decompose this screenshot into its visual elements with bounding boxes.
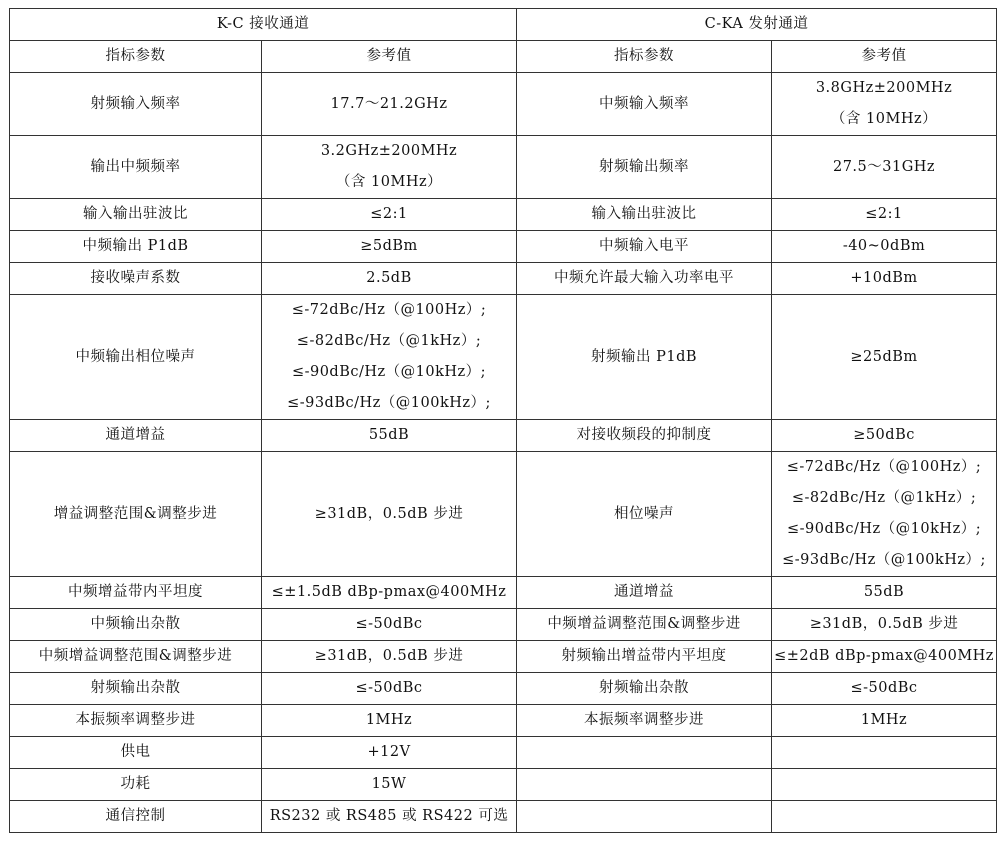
right-param-cell: 射频输出频率	[517, 136, 772, 199]
left-value-cell	[262, 801, 517, 833]
right-param-cell: 相位噪声	[517, 452, 772, 577]
value-line: 55dB	[368, 427, 410, 443]
left-value-cell	[262, 577, 517, 609]
table-row	[10, 705, 997, 737]
right-value-header: 参考值	[772, 41, 997, 73]
right-value-cell	[772, 231, 997, 263]
left-param-cell: 供电	[10, 737, 262, 769]
value-line: 1MHz	[860, 712, 908, 728]
value-line: ≤-93dBc/Hz（@100kHz）;	[287, 395, 491, 411]
right-param-cell: 通道增益	[517, 577, 772, 609]
spec-body	[10, 73, 997, 833]
right-param-cell: 射频输出 P1dB	[517, 295, 772, 420]
right-value-cell	[772, 452, 997, 577]
right-value-cell	[772, 673, 997, 705]
left-value-cell	[262, 737, 517, 769]
value-line: 17.7～21.2GHz	[330, 95, 448, 112]
right-value-cell	[772, 737, 997, 769]
value-line: +10dBm	[850, 270, 918, 286]
right-param-cell	[517, 769, 772, 801]
table-row	[10, 737, 997, 769]
left-value-cell	[262, 295, 517, 420]
table-row	[10, 295, 997, 420]
value-line: ≤-93dBc/Hz（@100kHz）;	[782, 552, 986, 568]
right-value-cell	[772, 263, 997, 295]
value-line: （含 10MHz）	[335, 174, 443, 190]
left-param-cell: 中频输出相位噪声	[10, 295, 262, 420]
column-header-row	[10, 41, 997, 73]
right-param-cell: 中频增益调整范围&调整步进	[517, 609, 772, 641]
left-param-cell: 输入输出驻波比	[10, 199, 262, 231]
value-line: +12V	[367, 744, 411, 760]
right-param-header: 指标参数	[517, 41, 772, 73]
left-param-cell: 接收噪声系数	[10, 263, 262, 295]
value-line: ≤2:1	[865, 206, 903, 222]
left-value-cell	[262, 199, 517, 231]
table-row	[10, 231, 997, 263]
channel-title-row	[10, 9, 997, 41]
left-channel-title: K-C 接收通道	[10, 9, 517, 41]
left-value-cell	[262, 420, 517, 452]
value-line: ≥31dB，0.5dB 步进	[314, 648, 464, 664]
value-line: 55dB	[863, 584, 905, 600]
left-param-cell: 功耗	[10, 769, 262, 801]
left-param-cell: 中频增益调整范围&调整步进	[10, 641, 262, 673]
left-value-cell	[262, 136, 517, 199]
left-param-cell: 通道增益	[10, 420, 262, 452]
value-line: ≤-50dBc	[850, 680, 918, 696]
value-line: RS232 或 RS485 或 RS422 可选	[269, 808, 509, 824]
right-param-cell: 本振频率调整步进	[517, 705, 772, 737]
left-value-cell	[262, 769, 517, 801]
value-line: 2.5dB	[366, 270, 412, 286]
left-param-cell: 中频输出 P1dB	[10, 231, 262, 263]
value-line: ≤±2dB dBp-pmax@400MHz	[774, 648, 994, 664]
value-line: ≥31dB，0.5dB 步进	[314, 505, 464, 522]
value-line: -40~0dBm	[842, 238, 926, 254]
table-row	[10, 452, 997, 577]
right-value-cell	[772, 769, 997, 801]
table-row	[10, 420, 997, 452]
left-param-cell: 中频增益带内平坦度	[10, 577, 262, 609]
left-param-header: 指标参数	[10, 41, 262, 73]
table-row	[10, 609, 997, 641]
right-param-cell: 输入输出驻波比	[517, 199, 772, 231]
left-value-cell	[262, 263, 517, 295]
table-row	[10, 199, 997, 231]
value-line: 27.5～31GHz	[832, 158, 936, 175]
right-value-cell	[772, 199, 997, 231]
value-line: ≤-72dBc/Hz（@100Hz）;	[786, 459, 982, 475]
value-line: 15W	[371, 776, 407, 792]
value-line: ≤-82dBc/Hz（@1kHz）;	[791, 490, 977, 506]
right-param-cell: 对接收频段的抑制度	[517, 420, 772, 452]
table-row	[10, 801, 997, 833]
left-param-cell: 中频输出杂散	[10, 609, 262, 641]
right-value-cell	[772, 705, 997, 737]
left-param-cell: 射频输出杂散	[10, 673, 262, 705]
right-value-cell	[772, 295, 997, 420]
left-value-cell	[262, 705, 517, 737]
spec-table	[9, 8, 997, 833]
left-value-cell	[262, 641, 517, 673]
value-line: ≤-50dBc	[355, 680, 423, 696]
table-row	[10, 136, 997, 199]
right-param-cell: 中频允许最大输入功率电平	[517, 263, 772, 295]
value-line: ≤-82dBc/Hz（@1kHz）;	[296, 333, 482, 349]
value-line: ≤-90dBc/Hz（@10kHz）;	[291, 364, 487, 380]
value-line: ≤-50dBc	[355, 616, 423, 632]
value-line: ≤±1.5dB dBp-pmax@400MHz	[271, 584, 507, 600]
left-value-cell	[262, 452, 517, 577]
left-value-cell	[262, 673, 517, 705]
value-line: 3.8GHz±200MHz	[815, 80, 953, 96]
right-param-cell: 中频输入频率	[517, 73, 772, 136]
table-row	[10, 769, 997, 801]
value-line: ≤2:1	[370, 206, 408, 222]
table-row	[10, 73, 997, 136]
table-row	[10, 641, 997, 673]
right-value-cell	[772, 801, 997, 833]
table-row	[10, 577, 997, 609]
left-param-cell: 射频输入频率	[10, 73, 262, 136]
right-channel-title: C-KA 发射通道	[517, 9, 997, 41]
right-value-cell	[772, 609, 997, 641]
right-param-cell	[517, 801, 772, 833]
left-value-cell	[262, 609, 517, 641]
right-value-cell	[772, 641, 997, 673]
value-line: ≥50dBc	[853, 427, 915, 443]
left-param-cell: 通信控制	[10, 801, 262, 833]
right-value-cell	[772, 577, 997, 609]
left-param-cell: 输出中频频率	[10, 136, 262, 199]
table-row	[10, 263, 997, 295]
table-row	[10, 673, 997, 705]
right-value-cell	[772, 420, 997, 452]
right-param-cell: 射频输出增益带内平坦度	[517, 641, 772, 673]
value-line: ≥5dBm	[360, 238, 418, 254]
value-line: ≤-72dBc/Hz（@100Hz）;	[291, 302, 487, 318]
value-line: ≤-90dBc/Hz（@10kHz）;	[786, 521, 982, 537]
right-param-cell: 射频输出杂散	[517, 673, 772, 705]
right-param-cell	[517, 737, 772, 769]
left-param-cell: 本振频率调整步进	[10, 705, 262, 737]
left-value-cell	[262, 231, 517, 263]
left-param-cell: 增益调整范围&调整步进	[10, 452, 262, 577]
value-line: 1MHz	[365, 712, 413, 728]
right-param-cell: 中频输入电平	[517, 231, 772, 263]
left-value-header: 参考值	[262, 41, 517, 73]
value-line: （含 10MHz）	[830, 111, 938, 127]
right-value-cell	[772, 136, 997, 199]
value-line: ≥31dB，0.5dB 步进	[809, 616, 959, 632]
value-line: 3.2GHz±200MHz	[320, 143, 458, 159]
value-line: ≥25dBm	[850, 348, 918, 365]
left-value-cell	[262, 73, 517, 136]
right-value-cell	[772, 73, 997, 136]
